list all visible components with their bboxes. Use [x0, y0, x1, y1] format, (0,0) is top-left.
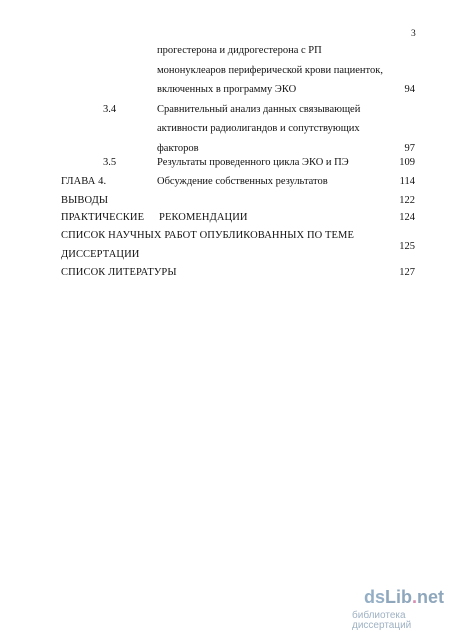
- page-number: 3: [411, 29, 416, 39]
- watermark-logo: [364, 588, 444, 606]
- toc-row3-number: 3.5: [103, 157, 117, 168]
- toc-row7-line1: СПИСОК НАУЧНЫХ РАБОТ ОПУБЛИКОВАННЫХ ПО ТЕМЕ: [61, 230, 355, 241]
- toc-row4-page: 114: [399, 176, 415, 187]
- toc-row4-label: ГЛАВА 4.: [61, 176, 107, 187]
- toc-row2-line1: Сравнительный анализ данных связывающей: [157, 104, 361, 115]
- toc-row8-page: 127: [399, 267, 415, 278]
- toc-row3-title: Результаты проведенного цикла ЭКО и ПЭ: [157, 157, 349, 168]
- toc-row5-title: ВЫВОДЫ: [61, 195, 109, 206]
- watermark-ds: ds: [363, 587, 385, 607]
- toc-row2-number: 3.4: [103, 104, 117, 115]
- site-watermark: [352, 587, 444, 631]
- watermark-caption: библиотека диссертаций: [352, 610, 412, 631]
- toc-row2-line3: факторов: [157, 143, 199, 154]
- watermark-dot: .: [411, 587, 417, 607]
- watermark-net: net: [417, 587, 444, 607]
- toc-row1-line2: мононуклеаров периферической крови пациенток,: [157, 65, 383, 76]
- toc-row6-page: 124: [399, 212, 415, 223]
- toc-row5-page: 122: [399, 195, 415, 206]
- toc-row1-line3: включенных в программу ЭКО: [157, 84, 297, 95]
- toc-row2-line2: активности радиолигандов и сопутствующих: [157, 123, 360, 134]
- toc-row1-page: 94: [404, 84, 415, 95]
- toc-row4-title: Обсуждение собственных результатов: [157, 176, 328, 187]
- watermark-lib: Lib: [384, 587, 412, 607]
- toc-row7-line2: ДИССЕРТАЦИИ: [61, 249, 140, 260]
- toc-row8-title: СПИСОК ЛИТЕРАТУРЫ: [61, 267, 177, 278]
- toc-row1-line1: прогестерона и дидрогестерона с РП: [157, 45, 322, 56]
- toc-row2-page: 97: [404, 143, 415, 154]
- toc-row6-word2: РЕКОМЕНДАЦИИ: [159, 212, 248, 223]
- toc-row6-word1: ПРАКТИЧЕСКИЕ: [61, 212, 145, 223]
- toc-row7-page: 125: [399, 241, 415, 252]
- toc-row3-page: 109: [399, 157, 415, 168]
